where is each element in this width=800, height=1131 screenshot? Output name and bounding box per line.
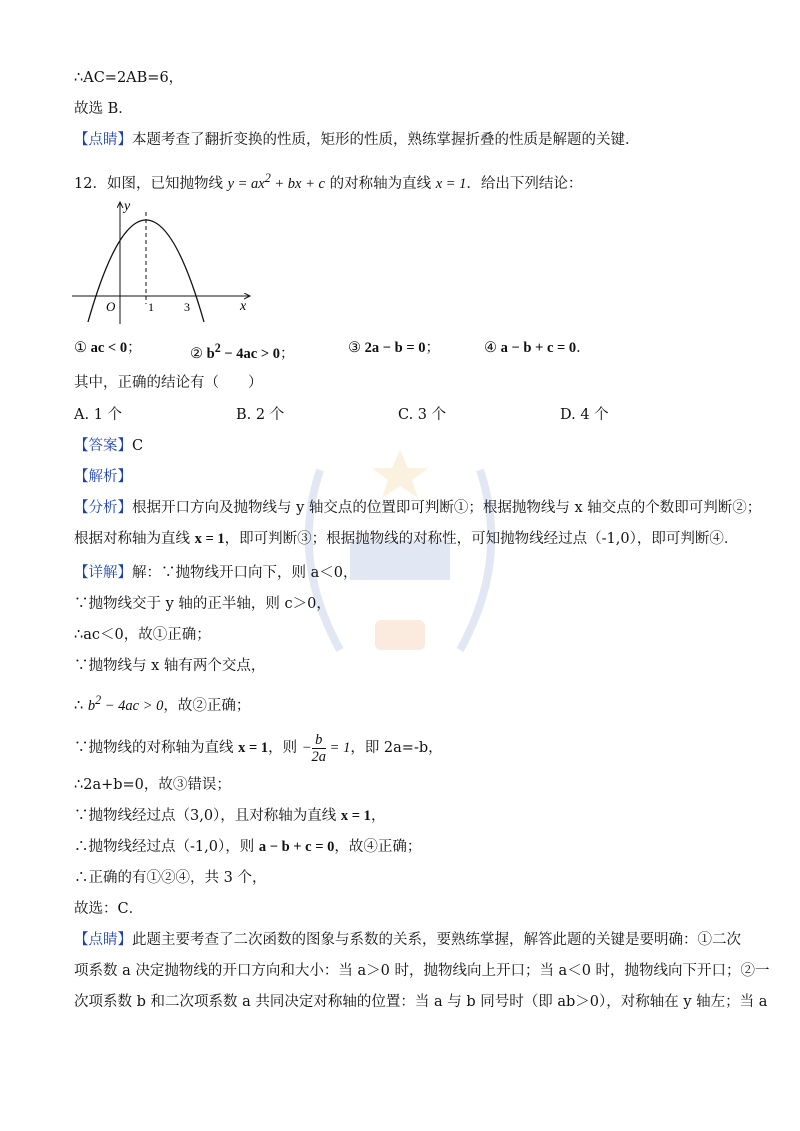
- detail-s1: 解：∵抛物线开口向下，则 a＜0，: [132, 565, 358, 581]
- q12-prefix: 12．如图，已知抛物线: [74, 175, 223, 192]
- question-12-stem: [74, 168, 582, 194]
- origin-label: O: [106, 299, 116, 314]
- detail-s8b: ，: [370, 808, 386, 824]
- answer-value: C: [132, 438, 144, 454]
- q12-end: ．给出下列结论：: [466, 175, 583, 192]
- line-comment-11: [74, 130, 640, 150]
- analysis-text-2a: 根据对称轴为直线: [74, 531, 190, 547]
- option-b: B. 2 个: [236, 407, 285, 423]
- detail-tag: 【详解】: [74, 565, 132, 581]
- y-axis-label: y: [124, 199, 131, 214]
- detail-line-6: ∵抛物线的对称轴为直线 x = 1，则 − $\frac{b}{2a}$ = 1，即 2a=-b，: [74, 731, 443, 765]
- q12-axis-formula: x = 1: [435, 175, 467, 192]
- conclusion-3: ③ 2a − b = 0；: [348, 340, 440, 356]
- note-t1: 此题主要考查了二次函数的图象与系数的关系，要熟练掌握，解答此题的关键是要明确：①二次: [132, 932, 741, 948]
- detail-line-7: ∴2a+b=0，故③错误；: [74, 777, 231, 793]
- option-c: C. 3 个: [398, 407, 447, 423]
- option-d: D. 4 个: [560, 407, 609, 423]
- c1-num: ①: [74, 340, 87, 356]
- detail-line-11: 故选：C．: [74, 901, 144, 917]
- note-line-1: [74, 930, 741, 950]
- detail-line-10: ∴正确的有①②④，共 3 个，: [74, 870, 267, 886]
- comment-text: 本题考查了翻折变换的性质，矩形的性质，熟练掌握折叠的性质是解题的关键．: [132, 132, 640, 148]
- detail-line-9: ∴抛物线经过点（-1,0），则 a − b + c = 0，故④正确；: [74, 839, 422, 855]
- note-line-3: 次项系数 b 和二次项系数 a 共同决定对称轴的位置：当 a 与 b 同号时（即 ab＞0），对称轴在 y 轴左；当 a: [74, 994, 768, 1010]
- conclusion-1: ① ac < 0；: [74, 340, 142, 356]
- detail-line-4: ∵抛物线与 x 轴有两个交点，: [74, 658, 266, 674]
- analysis-text-1: 根据开口方向及抛物线与 y 轴交点的位置即可判断①；根据抛物线与 x 轴交点的个数即可判断②；: [132, 500, 762, 516]
- detail-line-5: ∴ $b^2 - 4ac > 0$，故②正确；: [74, 693, 251, 714]
- note-line-2: 项系数 a 决定抛物线的开口方向和大小：当 a＞0 时，抛物线向上开口；当 a＜0 时，抛物线向下开口；②一: [74, 963, 770, 979]
- detail-s5a: ∴: [74, 697, 84, 714]
- detail-s6a: ∵抛物线的对称轴为直线: [74, 740, 234, 756]
- conclusion-2: ② $b^2 - 4ac > 0$；: [190, 341, 295, 362]
- analysis-line-2: 根据对称轴为直线 x = 1，即可判断③；根据抛物线的对称性，可知抛物线经过点（-1,0），即可判断④．: [74, 531, 739, 547]
- detail-line-3: ∴ac＜0，故①正确；: [74, 627, 211, 643]
- analysis-text-2b: ，即可判断③；根据抛物线的对称性，可知抛物线经过点（-1,0），即可判断④．: [224, 531, 739, 547]
- analysis-tag: 【分析】: [74, 500, 132, 516]
- answer-tag: 【答案】: [74, 438, 132, 454]
- tick-1-label: 1: [148, 300, 154, 314]
- detail-s9a: ∴抛物线经过点（-1,0），则: [74, 839, 255, 855]
- line-choose-b: 故选 B．: [74, 101, 133, 117]
- analysis-heading: 【解析】: [74, 469, 132, 485]
- detail-s9b: ，故④正确；: [334, 839, 422, 855]
- detail-line-2: ∵抛物线交于 y 轴的正半轴，则 c＞0，: [74, 596, 331, 612]
- analysis-line-1: [74, 498, 761, 518]
- tick-3-label: 3: [184, 300, 190, 314]
- question-prompt: 其中，正确的结论有（ ）: [74, 375, 263, 391]
- option-a: A. 1 个: [74, 407, 123, 423]
- parabola-graph: [70, 196, 260, 326]
- detail-line-8: ∵抛物线经过点（3,0），且对称轴为直线 x = 1，: [74, 808, 386, 824]
- detail-s5b: ，故②正确；: [163, 697, 251, 714]
- detail-s6c: ，即 2a=-b，: [350, 740, 443, 756]
- line-ac-result: ∴AC=2AB=6，: [74, 70, 184, 86]
- q12-suffix: 的对称轴为直线: [329, 175, 432, 192]
- comment-tag: 【点睛】: [74, 132, 132, 148]
- c3-num: ③: [348, 340, 361, 356]
- x-axis-label: x: [240, 299, 247, 314]
- watermark-laurel-logo: [280, 430, 520, 690]
- c2-num: ②: [190, 345, 203, 362]
- c4-num: ④: [484, 340, 497, 356]
- detail-line-1: [74, 563, 357, 583]
- q12-parabola-formula: $y = ax^2$ + bx + c: [227, 171, 325, 192]
- conclusion-4: ④ a − b + c = 0．: [484, 340, 591, 356]
- note-tag: 【点睛】: [74, 932, 132, 948]
- detail-s6b: ，则: [268, 740, 298, 756]
- fraction-b-over-2a: $\frac{b}{2a}$: [311, 731, 327, 765]
- detail-s8a: ∵抛物线经过点（3,0），且对称轴为直线: [74, 808, 337, 824]
- answer-line: [74, 436, 143, 456]
